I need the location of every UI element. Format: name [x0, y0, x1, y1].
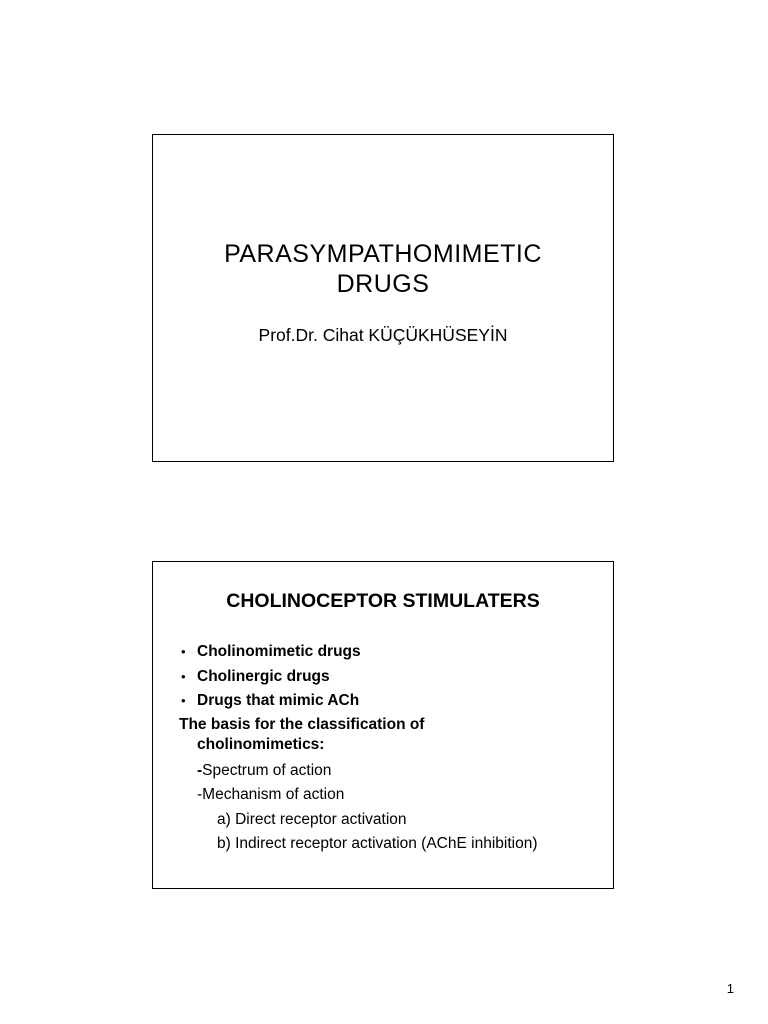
spectrum-text: Spectrum of action — [202, 761, 332, 779]
bullet-icon: • — [181, 644, 186, 659]
slide-1-title-line-1: PARASYMPATHOMIMETIC — [224, 240, 542, 268]
spectrum-of-action — [179, 759, 603, 784]
slide-1-title-line-2: DRUGS — [336, 270, 430, 298]
bullet-text: Drugs that mimic ACh — [197, 692, 360, 709]
basis-heading-line-1: The basis for the classification of — [179, 715, 425, 733]
mechanism-of-action: -Mechanism of action — [197, 786, 345, 803]
direct-receptor-activation: a) Direct receptor activation — [217, 810, 407, 828]
slide-2 — [152, 561, 614, 889]
bullet-icon: • — [181, 668, 186, 684]
indirect-receptor-activation: b) Indirect receptor activation (AChE inhibition) — [217, 835, 538, 852]
bullet-item — [179, 665, 603, 690]
bullet-text: Cholinomimetic drugs — [197, 643, 361, 660]
slide-1-title — [153, 239, 613, 299]
bullet-item — [179, 640, 603, 665]
slide-1 — [152, 134, 614, 462]
page-number: 1 — [726, 981, 734, 996]
slide-2-title: CHOLINOCEPTOR STIMULATERS — [226, 590, 540, 612]
bullet-icon: • — [181, 693, 186, 708]
basis-heading-line-2: cholinomimetics: — [197, 735, 325, 753]
slide-1-author: Prof.Dr. Cihat KÜÇÜKHÜSEYİN — [258, 325, 508, 345]
bullet-item — [179, 689, 603, 714]
bullet-text: Cholinergic drugs — [197, 667, 330, 685]
slide-2-body — [179, 640, 603, 857]
spectrum-dash: - — [197, 761, 203, 779]
